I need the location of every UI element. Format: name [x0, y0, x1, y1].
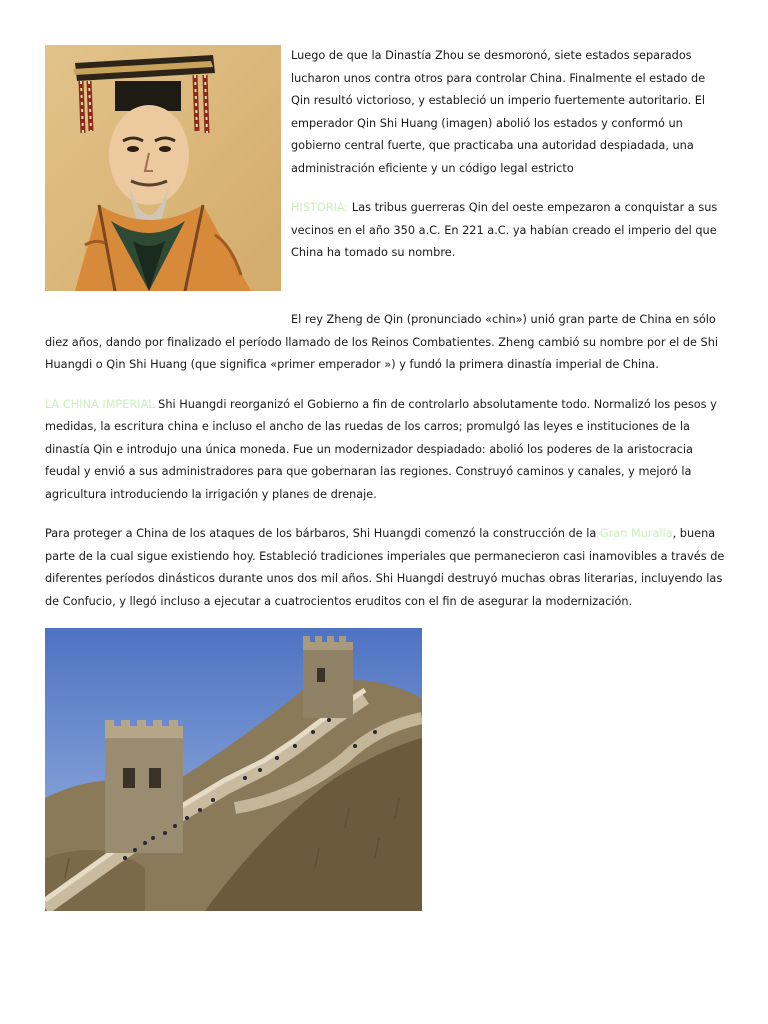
paragraph-gran-muralla — [45, 523, 725, 613]
china-imperial-label: LA CHINA IMPERIAL — [45, 397, 155, 411]
rey-zheng-text: El rey Zheng de Qin (pronunciado «chin») unió gran parte de China en sólo diez años, dando por finalizado el período llamado de los Reinos Combatientes. Zheng cambió su nombre por el de Shi Huangdi o Qin Shi Huang (que significa «primer emperador ») y fundó la primera dinastía imperial de China. — [45, 313, 719, 371]
historia-text: Las tribus guerreras Qin del oeste empezaron a conquistar a sus vecinos en el año 350 a.C. En 221 a.C. ya habían creado el imperio del que China ha tomado su nombre. — [291, 201, 718, 259]
great-wall-photo — [45, 628, 422, 911]
gran-muralla-text-after: , buena parte de la cual sigue existiendo hoy. Estableció tradiciones imperiales que permanecieron casi inamovibles a través de diferentes períodos dinásticos durante unos dos mil años. Shi Huangdi destruyó muchas obras literarias, incluyendo las de Confucio, y llegó incluso a ejecutar a cuatrocientos eruditos con el fin de asegurar la modernización. — [45, 527, 725, 608]
china-imperial-text: Shi Huangdi reorganizó el Gobierno a fin de controlarlo absolutamente todo. Normalizó los pesos y medidas, la escritura china e incluso el ancho de las ruedas de los carros; promulgó las leyes e instituciones de la dinastía Qin e introdujo una única moneda. Fue un modernizador despiadado: abolió los poderes de la aristocracia feudal y envió a sus administradores para que gobernaran las regiones. Construyó caminos y canales, y mejoró la agricultura introduciendo la irrigación y planes de drenaje. — [45, 397, 717, 501]
gran-muralla-link[interactable]: Gran Muralla — [599, 527, 673, 540]
gran-muralla-text-before: Para proteger a China de los ataques de los bárbaros, Shi Huangdi comenzó la construcción de la — [45, 527, 600, 540]
paragraph-rey-zheng — [45, 309, 725, 377]
paragraph-china-imperial — [45, 394, 725, 507]
document-page — [45, 45, 725, 911]
emperor-portrait-image — [45, 45, 281, 291]
paragraph-intro: Luego de que la Dinastía Zhou se desmoronó, siete estados separados lucharon unos contra otros para controlar China. Finalmente el estado de Qin resultó victorioso, y estableció un imperio fuertemente autoritario. El emperador Qin Shi Huang (imagen) abolió los estados y conformó un gobierno central fuerte, que practicaba una autoridad despiadada, una administración eficiente y un código legal estricto — [291, 49, 706, 175]
historia-label: HISTORIA: — [291, 201, 349, 214]
